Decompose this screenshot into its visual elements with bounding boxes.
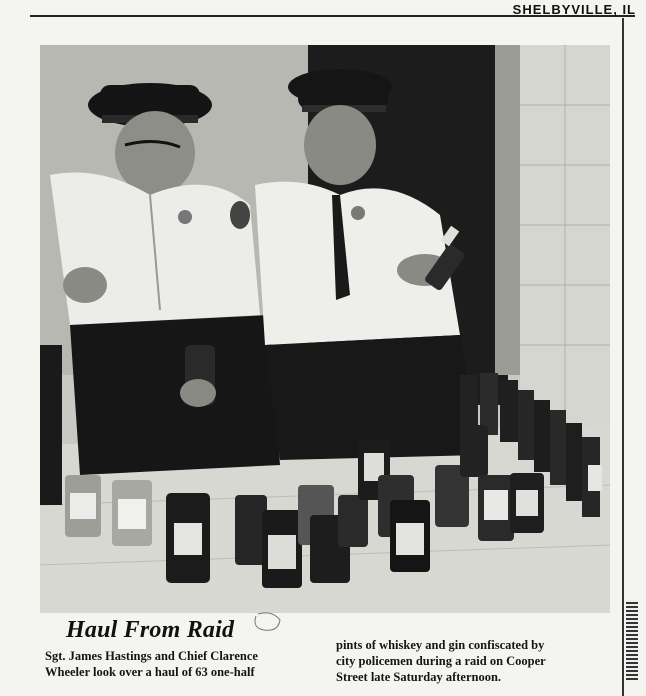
news-photo	[40, 45, 610, 613]
column-rule	[622, 18, 624, 696]
caption-line: Sgt. James Hastings and Chief Clarence	[45, 649, 258, 663]
adjacent-column-edge	[626, 600, 638, 680]
caption-line: Street late Saturday afternoon.	[336, 670, 502, 684]
caption-line: city policemen during a raid on Cooper	[336, 654, 546, 668]
pencil-mark	[250, 606, 290, 636]
caption-line: Wheeler look over a haul of 63 one-half	[45, 665, 255, 679]
headline: Haul From Raid	[66, 617, 235, 643]
caption-column-left	[45, 648, 315, 680]
masthead-dateline: SHELBYVILLE, IL	[512, 2, 636, 17]
caption-column-right	[336, 637, 618, 685]
caption-line: pints of whiskey and gin confiscated by	[336, 638, 545, 652]
